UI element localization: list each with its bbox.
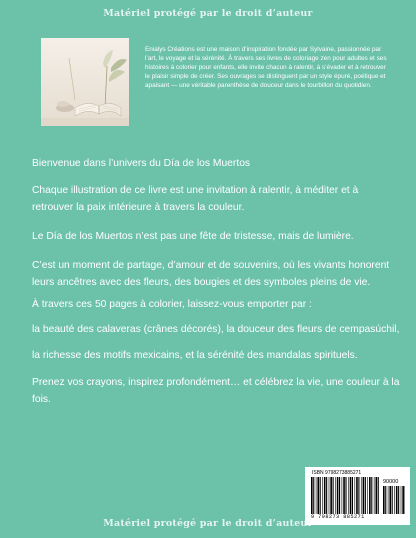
- isbn-digits: 9 798273 885271: [311, 514, 365, 520]
- barcode-bars-icon: [311, 477, 379, 514]
- paragraph-invitation: Chaque illustration de ce livre est une invitation à ralentir, à méditer et à retrouver la paix intérieure à travers la couleur.: [32, 185, 359, 213]
- copyright-watermark-bottom: Matériel protégé par le droit d’auteur: [103, 518, 313, 529]
- paragraph-sharing: C’est un moment de partage, d’amour et de souvenirs, où les vivants honorent leurs ancêtres avec des fleurs, des bougies et des symboles pleins de vie.: [32, 260, 390, 288]
- paragraph-calaveras: la beauté des calaveras (crânes décorés), la douceur des fleurs de cempasúchil,: [32, 324, 400, 335]
- isbn-barcode: [305, 467, 410, 525]
- paragraph-motifs: la richesse des motifs mexicains, et la sérénité des mandalas spirituels.: [32, 350, 358, 361]
- paragraph-pages: À travers ces 50 pages à colorier, laissez-vous emporter par :: [32, 299, 312, 310]
- price-code: 90000: [383, 479, 399, 485]
- copyright-watermark-top: Matériel protégé par le droit d’auteur: [103, 8, 313, 19]
- publisher-about-text: Enialys Créations est une maison d’inspiration fondée par Sylvaine, passionnée par l’art, le voyage et la sérénité. À travers ses livres de coloriage zen pour adultes et ses histoires à colorier pour enfants, elle invite chacun à ralentir, à s’évader et à retrouver le plaisir simple de créer. Ses ouvrages se distinguent par un style épuré, poétique et apaisant — une véritable parenthèse de douceur dans le tourbillon du quotidien.: [145, 46, 387, 89]
- paragraph-light: Le Día de los Muertos n’est pas une fête de tristesse, mais de lumière.: [32, 231, 354, 242]
- paragraph-closing: Prenez vos crayons, inspirez profondément… et célébrez la vie, une couleur à la fois.: [32, 377, 400, 405]
- author-photo: [41, 38, 129, 126]
- welcome-heading: Bienvenue dans l’univers du Día de los Muertos: [32, 158, 251, 169]
- isbn-label: ISBN 9798273885271: [312, 470, 362, 476]
- barcode-addon-bars-icon: [383, 486, 405, 514]
